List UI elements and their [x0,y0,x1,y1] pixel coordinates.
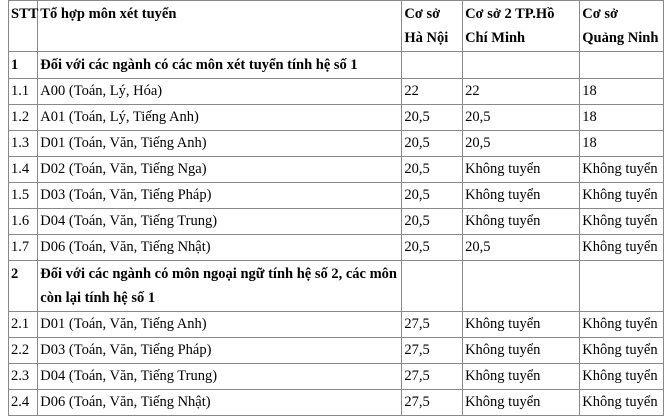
cell-quangninh: Không tuyển [580,312,664,338]
cell-hanoi: 20,5 [402,235,463,261]
table-row [9,183,664,209]
cell-hcm: Không tuyển [463,364,580,390]
cell-hcm: 22 [463,79,580,105]
cell-combo: D02 (Toán, Văn, Tiếng Nga) [38,157,402,183]
header-row [9,1,664,52]
cell-hanoi: 20,5 [402,131,463,157]
cell-quangninh: Không tuyển [580,338,664,364]
cell-hanoi: 27,5 [402,312,463,338]
cell-stt: 1.7 [9,235,38,261]
cell-quangninh: Không tuyển [580,183,664,209]
table-row [9,131,664,157]
header-hcm: Cơ sở 2 TP.Hồ Chí Minh [463,1,580,52]
cell-hcm: 20,5 [463,131,580,157]
cell-stt: 1.2 [9,105,38,131]
section-title: Đối với các ngành có môn ngoại ngữ tính hệ số 2, các môn còn lại tính hệ số 1 [38,261,402,312]
cell-quangninh: Không tuyển [580,364,664,390]
section-title: Đối với các ngành có các môn xét tuyển tính hệ số 1 [38,52,402,79]
table-row [9,79,664,105]
cell-combo: D01 (Toán, Văn, Tiếng Anh) [38,312,402,338]
table-row [9,235,664,261]
cell-hcm: Không tuyển [463,338,580,364]
cell-quangninh: 18 [580,79,664,105]
cell-hcm: Không tuyển [463,157,580,183]
admission-score-table [8,0,664,416]
header-hanoi: Cơ sở Hà Nội [402,1,463,52]
cell-stt: 2.4 [9,390,38,416]
table-row [9,312,664,338]
cell-hanoi: 22 [402,79,463,105]
cell-combo: D04 (Toán, Văn, Tiếng Trung) [38,209,402,235]
table-row [9,338,664,364]
cell-hcm: 20,5 [463,235,580,261]
cell-hanoi: 27,5 [402,390,463,416]
cell-quangninh: Không tuyển [580,209,664,235]
cell-quangninh: Không tuyển [580,157,664,183]
table-row [9,364,664,390]
header-stt: STT [9,1,38,52]
cell-stt: 1.3 [9,131,38,157]
cell-stt: 2.3 [9,364,38,390]
section-number: 2 [9,261,38,312]
cell-quangninh: 18 [580,131,664,157]
section-row [9,52,664,79]
header-quangninh: Cơ sở Quảng Ninh [580,1,664,52]
cell-combo: D04 (Toán, Văn, Tiếng Trung) [38,364,402,390]
table-row [9,105,664,131]
cell-combo: A00 (Toán, Lý, Hóa) [38,79,402,105]
header-combo: Tổ hợp môn xét tuyển [38,1,402,52]
section-number: 1 [9,52,38,79]
cell-stt: 1.1 [9,79,38,105]
cell-hanoi: 20,5 [402,183,463,209]
cell-combo: D03 (Toán, Văn, Tiếng Pháp) [38,183,402,209]
table-row [9,209,664,235]
cell-hcm: Không tuyển [463,209,580,235]
cell-combo: D01 (Toán, Văn, Tiếng Anh) [38,131,402,157]
cell-stt: 2.1 [9,312,38,338]
cell-hanoi: 20,5 [402,105,463,131]
cell-hcm: Không tuyển [463,390,580,416]
cell-quangninh: 18 [580,105,664,131]
cell-hcm: Không tuyển [463,183,580,209]
cell-combo: D06 (Toán, Văn, Tiếng Nhật) [38,390,402,416]
cell-hanoi: 27,5 [402,364,463,390]
cell-combo: D03 (Toán, Văn, Tiếng Pháp) [38,338,402,364]
cell-combo: A01 (Toán, Lý, Tiếng Anh) [38,105,402,131]
section-row [9,261,664,312]
cell-hanoi: 20,5 [402,157,463,183]
cell-stt: 2.2 [9,338,38,364]
cell-hanoi: 27,5 [402,338,463,364]
cell-combo: D06 (Toán, Văn, Tiếng Nhật) [38,235,402,261]
cell-stt: 1.5 [9,183,38,209]
cell-hanoi: 20,5 [402,209,463,235]
cell-hcm: Không tuyển [463,312,580,338]
cell-quangninh: Không tuyển [580,235,664,261]
cell-quangninh: Không tuyển [580,390,664,416]
table-row [9,157,664,183]
table-row [9,390,664,416]
cell-stt: 1.4 [9,157,38,183]
cell-stt: 1.6 [9,209,38,235]
cell-hcm: 20,5 [463,105,580,131]
